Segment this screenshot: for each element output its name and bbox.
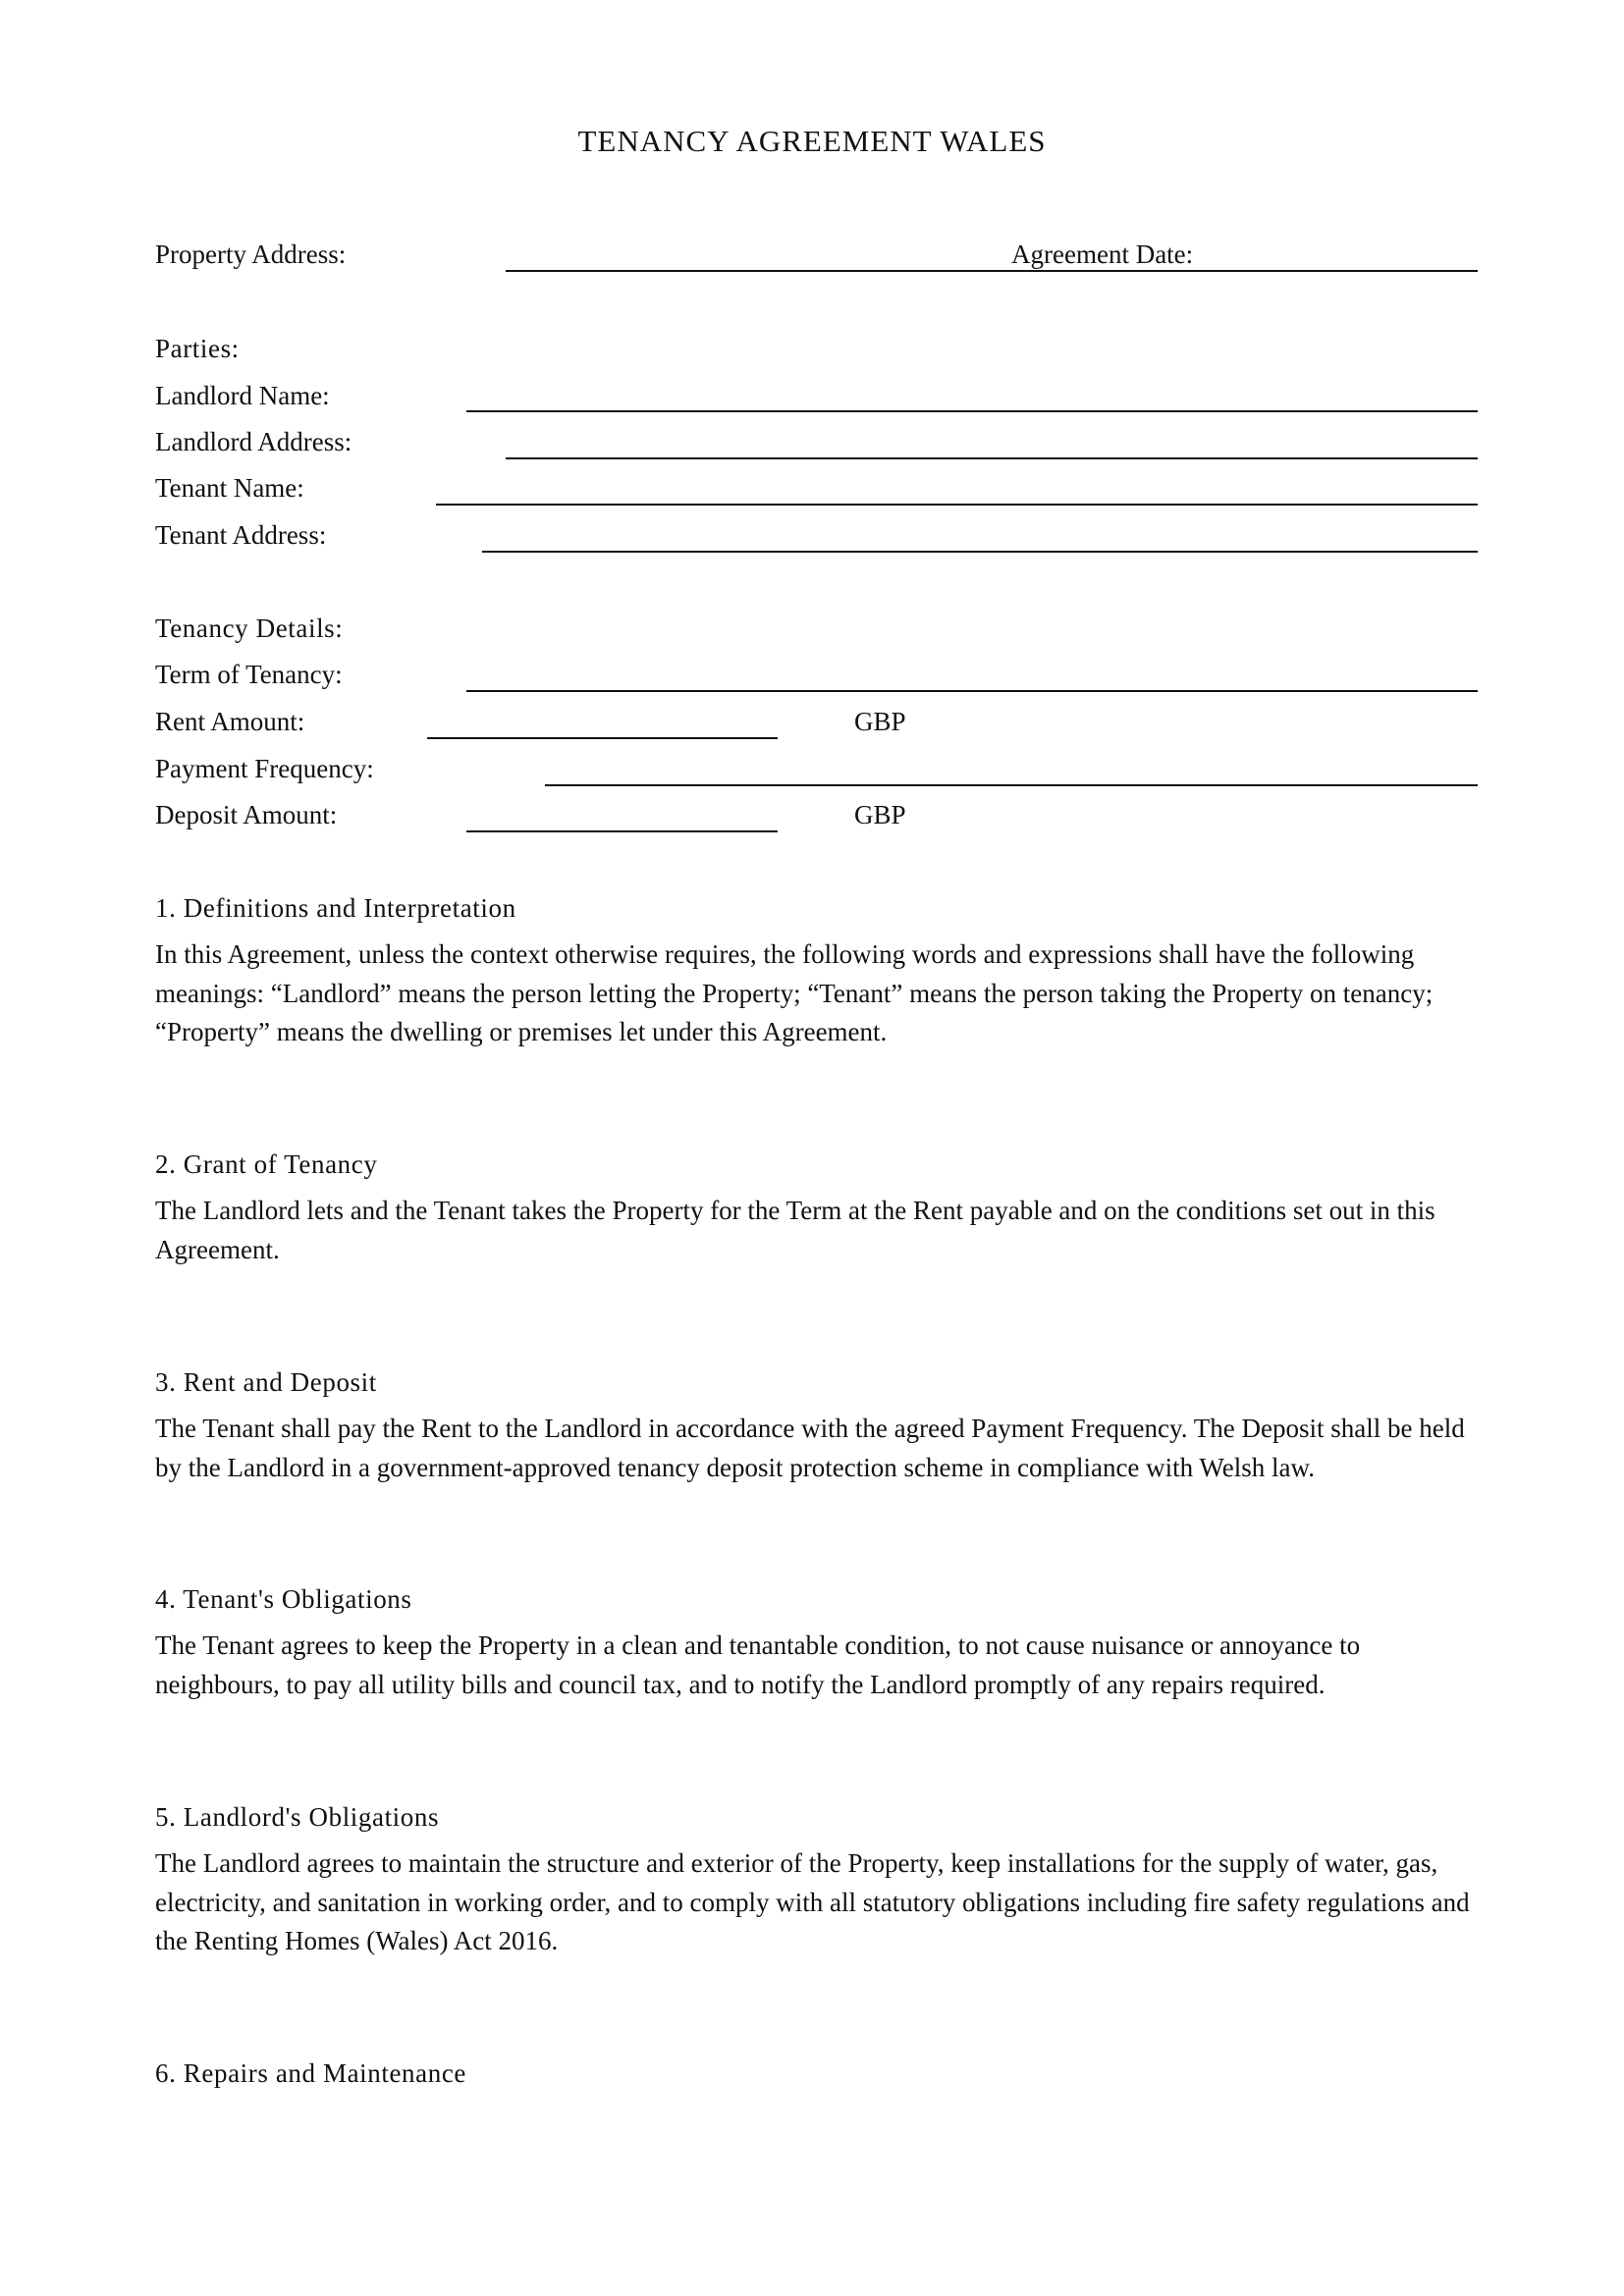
tenant-address-line[interactable]: [482, 551, 1478, 553]
rent-amount-line[interactable]: [427, 737, 778, 739]
deposit-amount-label: Deposit Amount:: [155, 800, 338, 829]
agreement-date-label: Agreement Date:: [1011, 240, 1194, 269]
landlord-address-label: Landlord Address:: [155, 427, 352, 456]
deposit-amount-line[interactable]: [466, 830, 778, 832]
term-of-tenancy-line[interactable]: [466, 690, 1478, 692]
tenant-address-label: Tenant Address:: [155, 520, 327, 550]
payment-frequency-label: Payment Frequency:: [155, 754, 374, 783]
tenant-name-label: Tenant Name:: [155, 473, 304, 503]
section-4-body: The Tenant agrees to keep the Property in a clean and tenantable condition, to not cause nuisance or annoyance to neighbours, to pay all utility bills and council tax, and to notify the Landlord promptly of any repairs required.: [155, 1630, 1361, 1699]
section-3-body: The Tenant shall pay the Rent to the Landlord in accordance with the agreed Payment Frequency. The Deposit shall be held by the Landlord in a government-approved tenancy deposit protection scheme in compliance with Welsh law.: [155, 1414, 1465, 1482]
payment-frequency-line[interactable]: [545, 784, 1478, 786]
section-1-heading: 1. Definitions and Interpretation: [155, 893, 516, 923]
property-address-label: Property Address:: [155, 240, 347, 269]
section-4-heading: 4. Tenant's Obligations: [155, 1584, 412, 1614]
section-5-body: The Landlord agrees to maintain the structure and exterior of the Property, keep installations for the supply of water, gas, electricity, and sanitation in working order, and to comply with all statutory obligations including fire safety regulations and the Renting Homes (Wales) Act 2016.: [155, 1848, 1470, 1955]
section-2-heading: 2. Grant of Tenancy: [155, 1149, 378, 1179]
rent-amount-label: Rent Amount:: [155, 707, 305, 736]
tenancy-details-heading: Tenancy Details:: [155, 614, 344, 643]
document-title: TENANCY AGREEMENT WALES: [577, 124, 1047, 158]
landlord-address-line[interactable]: [506, 457, 1478, 459]
landlord-name-label: Landlord Name:: [155, 381, 330, 410]
section-6-heading: 6. Repairs and Maintenance: [155, 2058, 466, 2088]
rent-currency: GBP: [854, 707, 906, 736]
section-1-body: In this Agreement, unless the context otherwise requires, the following words and expressions shall have the following meanings: “Landlord” means the person letting the Property; “Tenant” means the person taking the Property on tenancy; “Property” means the dwelling or premises let under this Agreement.: [155, 939, 1434, 1046]
property-address-line[interactable]: [506, 270, 1478, 272]
term-of-tenancy-label: Term of Tenancy:: [155, 660, 343, 689]
parties-heading: Parties:: [155, 334, 240, 363]
section-3-heading: 3. Rent and Deposit: [155, 1367, 377, 1397]
section-2-body: The Landlord lets and the Tenant takes the Property for the Term at the Rent payable and on the conditions set out in this Agreement.: [155, 1196, 1435, 1264]
section-5-heading: 5. Landlord's Obligations: [155, 1802, 440, 1832]
landlord-name-line[interactable]: [466, 410, 1478, 412]
deposit-currency: GBP: [854, 800, 906, 829]
tenant-name-line[interactable]: [436, 504, 1478, 506]
